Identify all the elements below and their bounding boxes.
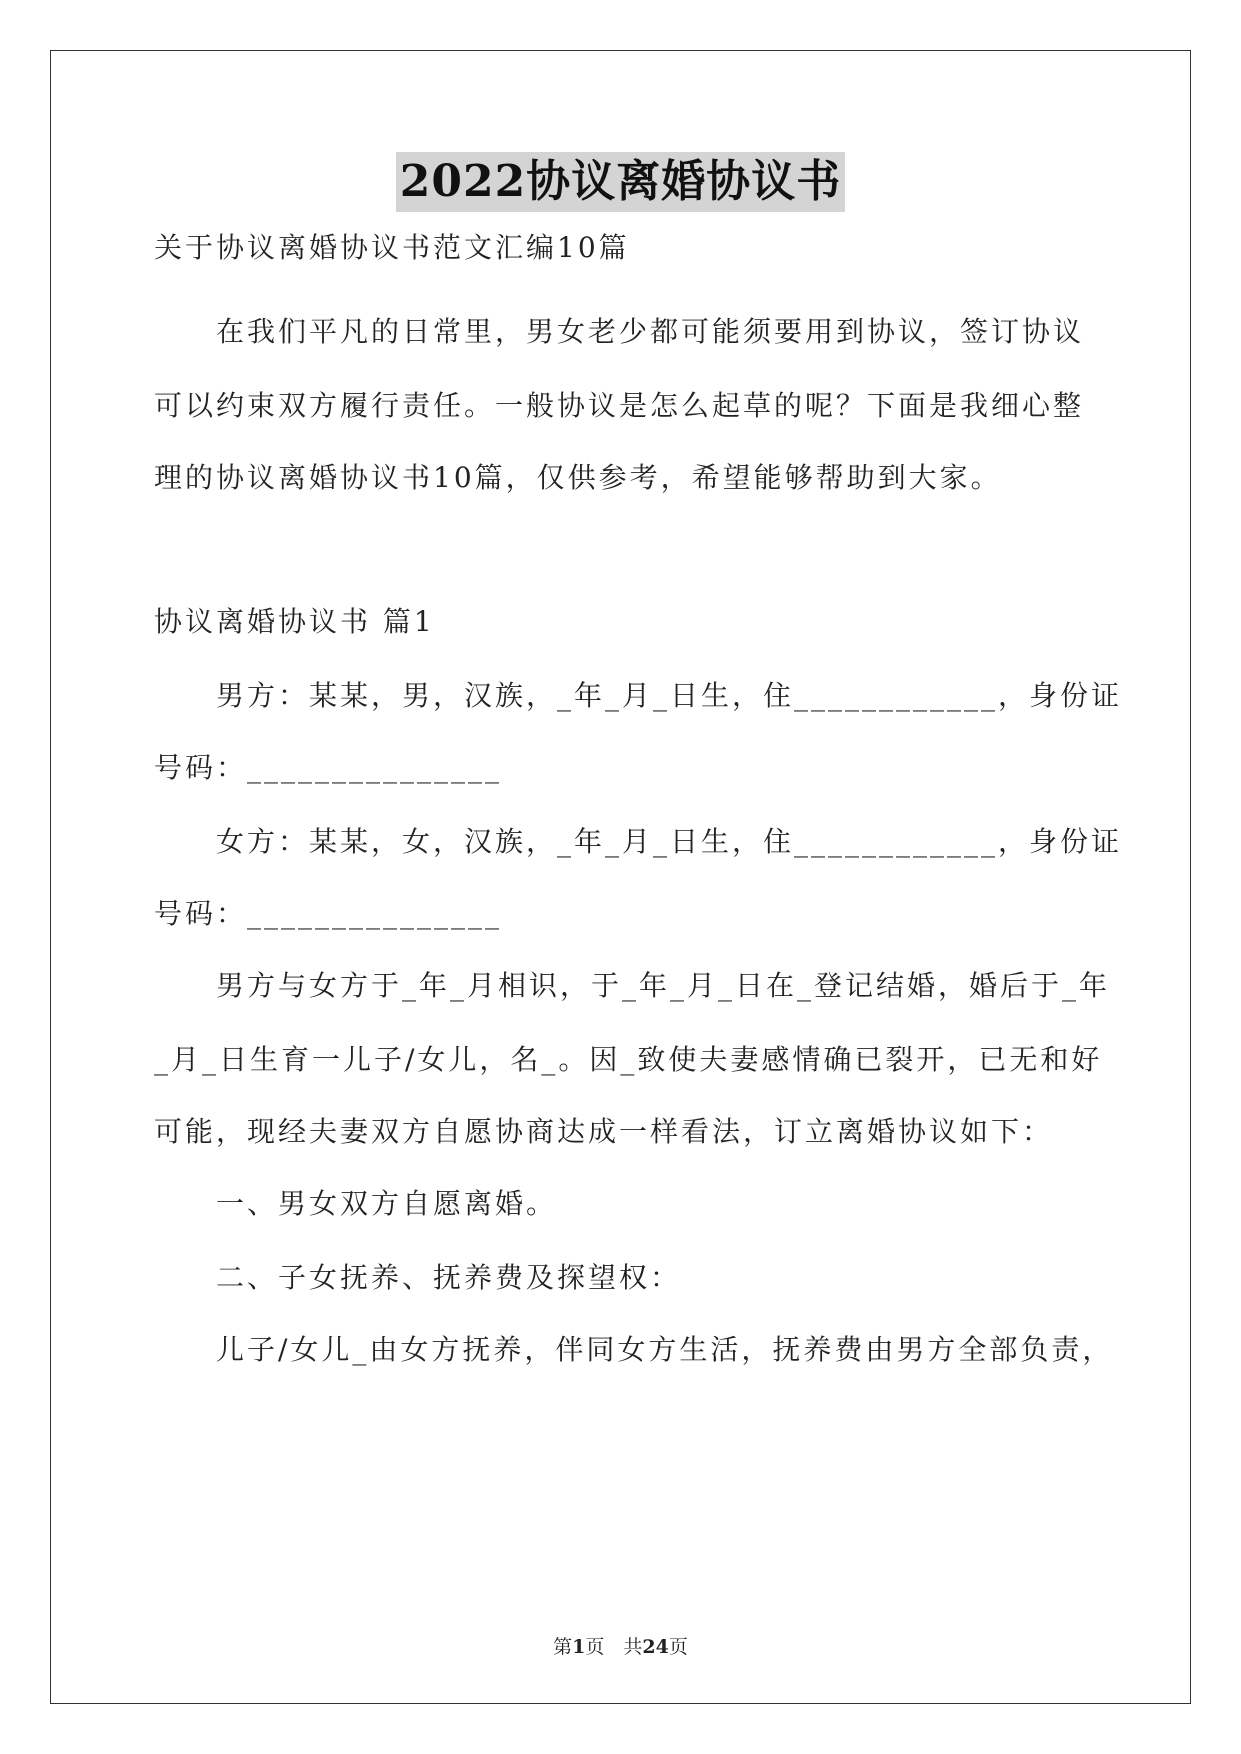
footer-total-pages: 24 — [642, 1636, 669, 1658]
paragraph-line: 号码：_______________ — [154, 897, 503, 930]
paragraph-line: _月_日生育一儿子/女儿，名_。因_致使夫妻感情确已裂开，已无和好 — [154, 1043, 1103, 1076]
page-border — [50, 50, 1191, 1704]
page-footer — [0, 1632, 1241, 1659]
document-title: 2022协议离婚协议书 — [396, 152, 845, 212]
paragraph-line: 儿子/女儿_由女方抚养，伴同女方生活，抚养费由男方全部负责， — [216, 1333, 1114, 1366]
paragraph-line: 可以约束双方履行责任。一般协议是怎么起草的呢？下面是我细心整 — [154, 389, 1085, 422]
subtitle-line: 关于协议离婚协议书范文汇编10篇 — [154, 231, 630, 264]
footer-suffix: 页 — [668, 1636, 688, 1658]
footer-page-number: 1 — [572, 1636, 586, 1658]
paragraph-line: 在我们平凡的日常里，男女老少都可能须要用到协议，签订协议 — [216, 315, 1085, 348]
paragraph-line: 号码：_______________ — [154, 751, 503, 784]
footer-mid: 页 共 — [585, 1636, 643, 1658]
paragraph-line: 男方与女方于_年_月相识，于_年_月_日在_登记结婚，婚后于_年 — [216, 969, 1111, 1002]
section-heading: 协议离婚协议书 篇1 — [154, 605, 435, 638]
footer-prefix: 第 — [553, 1636, 573, 1658]
paragraph-line: 可能，现经夫妻双方自愿协商达成一样看法，订立离婚协议如下： — [154, 1115, 1054, 1148]
paragraph-line: 理的协议离婚协议书10篇，仅供参考，希望能够帮助到大家。 — [154, 461, 1002, 494]
paragraph-line: 一、男女双方自愿离婚。 — [216, 1187, 558, 1220]
paragraph-line: 女方：某某，女，汉族，_年_月_日生，住____________，身份证 — [216, 825, 1123, 858]
paragraph-line: 二、子女抚养、抚养费及探望权： — [216, 1261, 682, 1294]
paragraph-line: 男方：某某，男，汉族，_年_月_日生，住____________，身份证 — [216, 679, 1123, 712]
title-wrap — [0, 152, 1241, 212]
